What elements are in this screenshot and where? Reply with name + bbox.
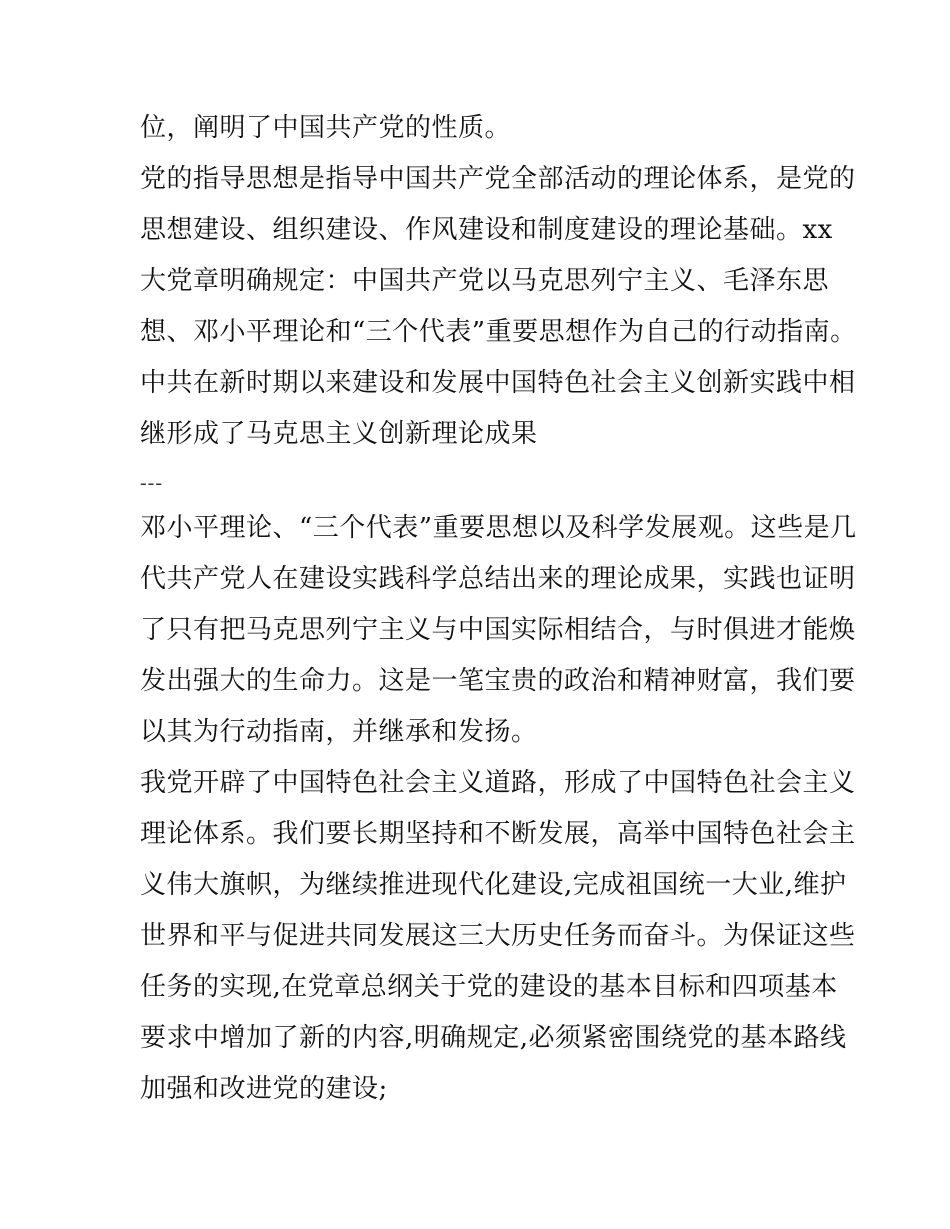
text-line: 想、邓小平理论和“三个代表”重要思想作为自己的行动指南。: [140, 317, 857, 347]
text-line: 邓小平理论、“三个代表”重要思想以及科学发展观。这些是几: [140, 513, 857, 543]
text-line: 要求中增加了新的内容,明确规定,必须紧密围绕党的基本路线: [140, 1023, 847, 1053]
text-line: 中共在新时期以来建设和发展中国特色社会主义创新实践中相: [140, 368, 856, 398]
text-line: 继形成了马克思主义创新理论成果: [140, 419, 538, 449]
text-line: 党的指导思想是指导中国共产党全部活动的理论体系，是党的: [140, 164, 856, 194]
text-line: 大党章明确规定：中国共产党以马克思列宁主义、毛泽东思: [140, 266, 830, 296]
text-line: 任务的实现,在党章总纲关于党的建设的基本目标和四项基本: [140, 972, 838, 1002]
text-line: 位，阐明了中国共产党的性质。: [140, 113, 512, 143]
text-line: 加强和改进党的建设;: [140, 1074, 388, 1104]
text-line: 我党开辟了中国特色社会主义道路，形成了中国特色社会主义: [140, 768, 856, 798]
text-line: 代共产党人在建设实践科学总结出来的理论成果，实践也证明: [140, 564, 856, 594]
text-line: 发出强大的生命力。这是一笔宝贵的政治和精神财富，我们要: [140, 666, 856, 696]
text-line: 世界和平与促进共同发展这三大历史任务而奋斗。为保证这些: [140, 921, 856, 951]
text-line: 以其为行动指南，并继承和发扬。: [140, 717, 538, 747]
page-separator: ---: [140, 472, 163, 494]
text-line: 了只有把马克思列宁主义与中国实际相结合，与时俱进才能焕: [140, 615, 856, 645]
text-line: 义伟大旗帜，为继续推进现代化建设,完成祖国统一大业,维护: [140, 870, 847, 900]
text-line: 思想建设、组织建设、作风建设和制度建设的理论基础。xx: [140, 215, 833, 245]
text-line: 理论体系。我们要长期坚持和不断发展，高举中国特色社会主: [140, 819, 856, 849]
